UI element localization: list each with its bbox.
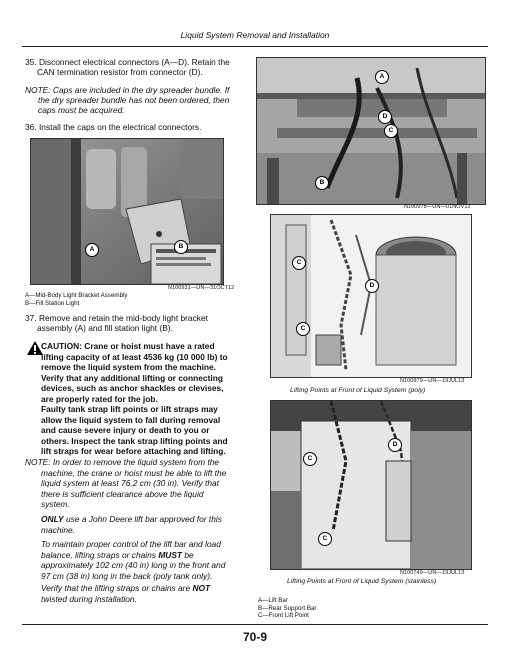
maintain-line-1: To maintain proper control of the lift bar and load — [41, 539, 221, 549]
note-lift-4: there is sufficient clearance above the liquid — [41, 488, 204, 499]
caution2-line-2: allow the liquid system to fall during removal — [41, 414, 221, 425]
note-lift-1: NOTE: In order to remove the liquid system from the — [25, 457, 220, 467]
legend-1 — [25, 292, 127, 307]
caution2-line-1: Faulty tank strap lift points or lift straps may — [41, 404, 218, 414]
photo-1-id: N100931—UN—31OCT12 — [168, 285, 235, 291]
note-lift-2: machine, the crane or hoist must be able to lift the — [41, 467, 227, 478]
not-bold: NOT — [192, 583, 211, 593]
note-lift-5: system. — [41, 499, 70, 509]
note-caps-2: the dry spreader bundle has not been ordered, then — [38, 95, 230, 105]
callout-c-2: C — [292, 256, 306, 270]
only-note — [41, 514, 222, 535]
page-number: 70-9 — [242, 630, 268, 644]
maintain-line-4: 97 cm (38 in) long in the back (poly tank only). — [41, 570, 213, 581]
legend-2-c: C—Front Lift Point — [258, 612, 309, 620]
note-lift-3: liquid system at least 76.2 cm (30 in). Verify that — [41, 478, 219, 488]
caution-line-5: devices, such as anchor shackles or clevises, — [41, 383, 224, 393]
note-caps-1: NOTE: Caps are included in the dry spreader bundle. If — [25, 85, 230, 95]
step-37-cont: assembly (A) and fill station light (B). — [37, 323, 173, 333]
note-caps-3: caps must be acquired. — [38, 105, 125, 115]
callout-a: A — [85, 243, 99, 257]
photo-3-id: N100979—UN—19JUL13 — [400, 378, 465, 384]
caution-line-6: are properly rated for the job. — [41, 393, 158, 404]
photo-4-id: N100749—UN—19JUL13 — [400, 570, 465, 576]
only-line-2: machine. — [41, 524, 75, 535]
step-35: 35. Disconnect electrical connectors (A—D). Retain the — [25, 57, 230, 67]
caution2-line-3: and cause severe injury or death to you or — [41, 425, 210, 435]
step-36: 36. Install the caps on the electrical connectors. — [25, 122, 202, 132]
callout-d-3: D — [388, 438, 402, 452]
footer-rule — [22, 624, 488, 625]
callout-c-4: C — [303, 452, 317, 466]
photo-light-bracket — [30, 138, 224, 285]
callout-c: C — [384, 124, 398, 138]
callout-b-2: B — [315, 176, 329, 190]
caution2-line-4: others. Inspect the tank strap lifting points and — [41, 435, 228, 446]
callout-d: D — [378, 110, 392, 124]
caution-line-2: lifting capacity of at least 4536 kg (10 000 lb) to — [41, 351, 228, 362]
caution-block-2 — [41, 404, 228, 457]
legend-2-b: B—Rear Support Bar — [258, 604, 317, 612]
caution2-line-5: lift straps for wear before attaching and lifting. — [41, 446, 226, 456]
maintain-line-2: balance, lifting straps or chains — [41, 549, 159, 560]
only-bold: ONLY — [41, 514, 64, 524]
caution-line-1: CAUTION: Crane or hoist must have a rated — [41, 341, 215, 351]
caution-block — [41, 341, 228, 404]
callout-c-5: C — [318, 532, 332, 546]
photo-3-caption: Lifting Points at Front of Liquid System (poly) — [290, 387, 426, 394]
maintain-note — [41, 539, 225, 581]
step-37: 37. Remove and retain the mid-body light bracket — [25, 313, 208, 323]
verify-line-1: Verify that the lifting straps or chains are — [41, 583, 193, 593]
header-rule — [22, 46, 488, 47]
note-lift — [25, 457, 226, 510]
verify-line-2: twisted during installation. — [41, 593, 137, 604]
photo-lifting-points-poly — [270, 214, 472, 378]
only-rest: use a John Deere lift bar approved for this — [63, 514, 222, 524]
callout-b: B — [174, 240, 188, 254]
photo-4-caption: Lifting Points at Front of Liquid System (stainless) — [287, 578, 437, 585]
photo-2-id: N100978—UN—01NOV12 — [404, 204, 471, 210]
caution-line-4: Verify that any additional lifting or connecting — [41, 372, 223, 383]
caution-line-3: remove the liquid system from the machine. — [41, 362, 216, 372]
page-header: Liquid System Removal and Installation — [180, 30, 330, 40]
legend-2 — [258, 597, 316, 620]
legend-1-a: A—Mid-Body Light Bracket Assembly — [25, 292, 128, 299]
legend-2-a: A—Lift Bar — [258, 597, 288, 604]
callout-c-3: C — [296, 322, 310, 336]
verify-note — [41, 583, 210, 604]
maintain-be: be — [182, 549, 194, 560]
step-35-cont: CAN termination resistor from connector (D). — [37, 67, 203, 77]
legend-1-b: B—Fill Station Light — [25, 299, 80, 307]
must-bold: MUST — [158, 549, 183, 560]
maintain-line-3: approximately 102 cm (40 in) long in the front and — [41, 560, 226, 570]
callout-d-2: D — [365, 279, 379, 293]
photo-lifting-points-stainless — [270, 400, 472, 570]
callout-a-2: A — [375, 70, 389, 84]
photo-electrical-connectors — [256, 57, 486, 205]
